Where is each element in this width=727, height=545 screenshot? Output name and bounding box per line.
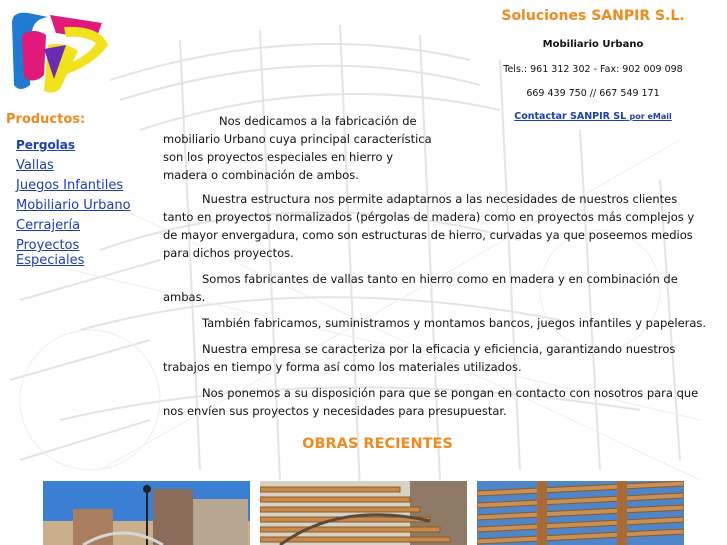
company-mobiles: 669 439 750 // 667 549 171: [526, 88, 660, 99]
product-nav: [16, 138, 146, 273]
nav-link-cerrajeria[interactable]: Cerrajería: [16, 218, 81, 233]
content-paragraph: Nuestra empresa se caracteriza por la eficacia y eficiencia, garantizando nuestros trabajos en tiempo y forma así como los materiales utilizados.: [163, 342, 676, 374]
contact-link-label: Contactar SANPIR SL: [514, 111, 627, 122]
recent-work-photo-2[interactable]: [260, 481, 467, 545]
content-paragraph: Somos fabricantes de vallas tanto en hierro como en madera y en combinación de ambas.: [163, 272, 678, 304]
company-header: [488, 8, 698, 123]
intro-paragraph: Nos dedicamos a la fabricación de mobiliario Urbano cuya principal característica son los proyectos especiales en hierro y madera o combinación de ambos.: [163, 114, 432, 182]
nav-link-mobiliario-urbano[interactable]: Mobiliario Urbano: [16, 198, 131, 213]
sanpir-logo-icon[interactable]: [4, 5, 112, 101]
recent-work-photo-1[interactable]: [43, 481, 250, 545]
company-name: Soluciones SANPIR S.L.: [501, 8, 685, 24]
content-paragraph: Nos ponemos a su disposición para que se pongan en contacto con nosotros para que nos envíen sus proyectos y necesidades para presupuestar.: [163, 386, 699, 418]
recent-works-heading: OBRAS RECIENTES: [302, 436, 453, 452]
nav-link-juegos-infantiles[interactable]: Juegos Infantiles: [16, 178, 124, 193]
recent-work-photo-3[interactable]: [477, 481, 684, 545]
content-paragraph: Nuestra estructura nos permite adaptarnos a las necesidades de nuestros clientes tanto en proyectos normalizados (pérgolas de madera) como en proyectos más complejos y de mayor envergadura, como son estructuras de hierro, curvadas ya que poseemos medios para dichos proyectos.: [163, 192, 695, 260]
products-heading: Productos:: [6, 112, 86, 127]
company-subtitle: Mobiliario Urbano: [542, 39, 644, 50]
nav-link-pergolas[interactable]: Pergolas: [16, 138, 76, 152]
nav-link-proyectos-especiales[interactable]: Proyectos Especiales: [16, 238, 85, 268]
contact-link-suffix: por eMail: [629, 112, 672, 121]
main-content: [163, 112, 711, 428]
company-phones: Tels.: 961 312 302 - Fax: 902 009 098: [503, 64, 683, 75]
content-paragraph: También fabricamos, suministramos y montamos bancos, juegos infantiles y papeleras.: [202, 316, 707, 330]
nav-link-vallas[interactable]: Vallas: [16, 158, 54, 173]
